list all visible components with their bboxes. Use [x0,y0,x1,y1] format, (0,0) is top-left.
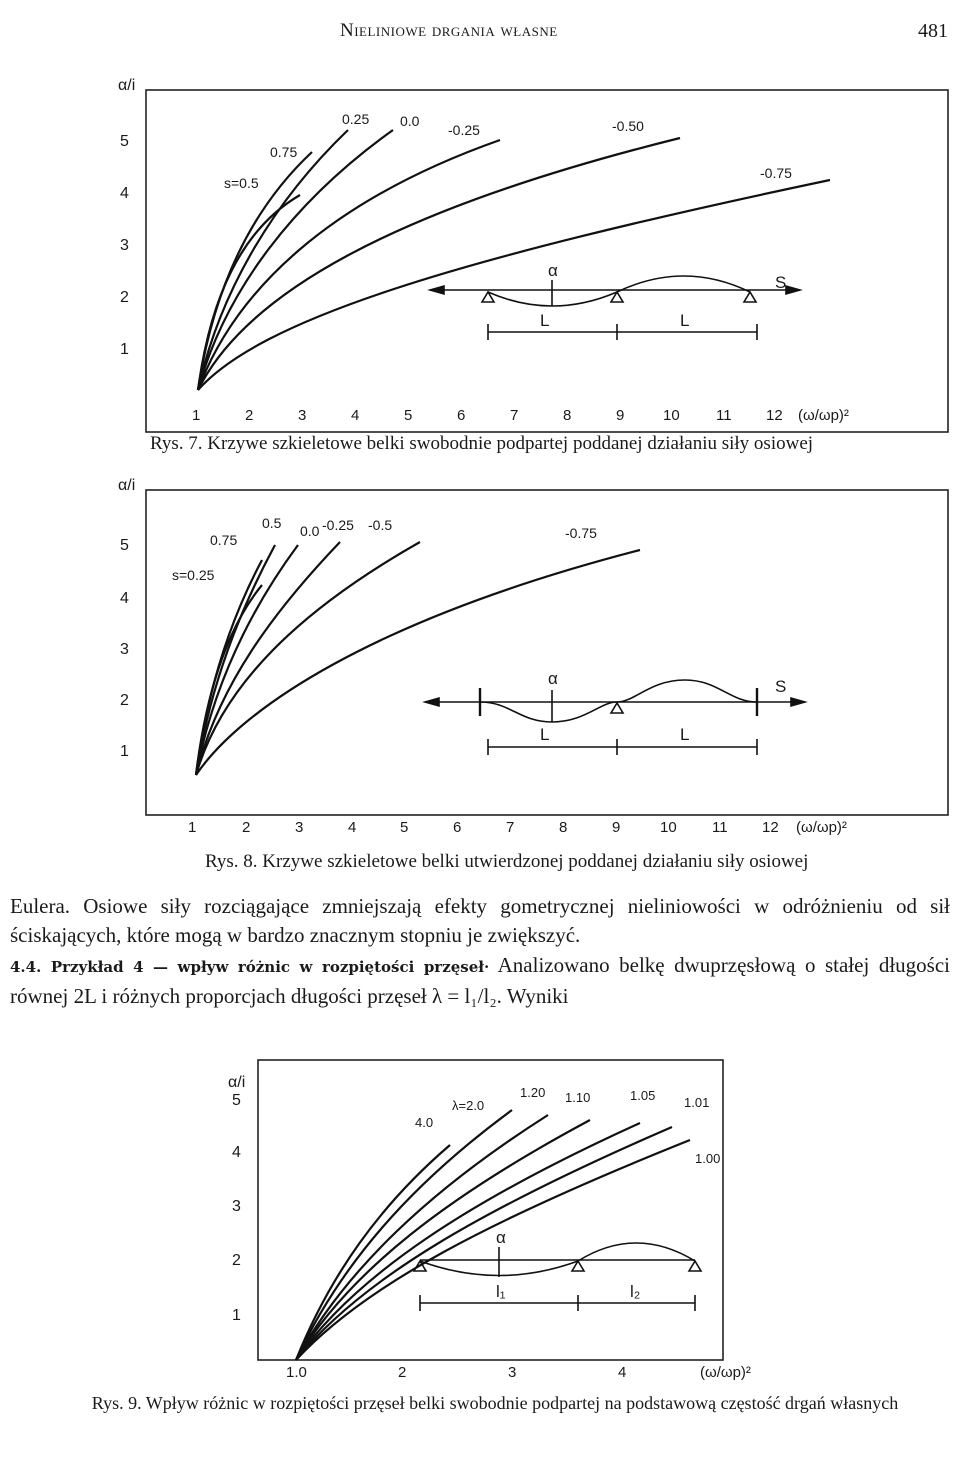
y-axis-label: α/i [228,1074,246,1091]
amplitude-label: α [496,1228,506,1247]
y-tick: 3 [232,1198,241,1215]
curve-label: -0.25 [448,122,480,138]
figure-8-caption: Rys. 8. Krzywe szkieletowe belki utwierdzonej poddanej działaniu siły osiowej [205,851,809,872]
curve-label: s=0.25 [172,567,215,583]
amplitude-label: α [548,261,558,280]
figure-9-beam-dimensions [420,1295,695,1311]
running-title: Nieliniowe drgania własne [340,20,558,41]
x-tick: 2 [245,407,254,424]
force-label: S [775,677,787,696]
figure-8-beam-inset [425,680,805,755]
curve-label: -0.75 [760,165,792,181]
y-tick: 2 [120,692,129,709]
curve-s-0.5 [198,195,300,390]
figure-7-beam-inset [430,276,800,340]
figure-7-y-axis [118,77,135,358]
figure-9-x-axis [286,1364,751,1381]
span-label: L [680,311,690,330]
figure-7-curve-labels [224,111,792,191]
x-tick: 3 [298,407,307,424]
span-label: L [680,725,690,744]
curve-s-minus-0.25 [196,542,340,775]
section-heading: 4.4. Przykład 4 — wpływ różnic w rozpiętości przęseł· [10,958,490,976]
curve-label: 0.0 [400,113,420,129]
span-label: l₁ [496,1282,506,1301]
y-tick: 1 [120,743,129,760]
x-tick: 3 [508,1364,517,1381]
paragraph-text: Eulera. Osiowe siły rozciągające zmniejszają efekty gometrycznej nieliniowości w odróżnieniu od sił ściskających, które mogą w bardzo znacznym stopniu je zwiększyć. [10,894,950,947]
curve-label: 0.5 [262,515,282,531]
x-tick: 5 [404,407,413,424]
y-axis-label: α/i [118,77,136,94]
figure-8-x-axis [188,819,847,836]
figure-9 [0,1015,960,1380]
figure-9-beam-inset [414,1243,701,1468]
span-label: l₂ [630,1282,641,1301]
body-paragraph [10,892,950,1011]
figure-7-beam-labels [540,261,786,330]
curve-label: 1.10 [565,1090,591,1105]
curve-label: -0.5 [368,517,393,533]
page-number: 481 [918,20,948,42]
y-tick: 5 [120,133,129,150]
figure-9-curve-labels [415,1085,720,1166]
x-tick: 11 [716,407,732,424]
x-tick: 8 [559,819,568,836]
curve-label: 1.01 [684,1095,710,1110]
page-header [0,18,960,48]
span-label: L [540,725,550,744]
x-tick: 12 [762,819,779,836]
y-tick: 2 [120,289,129,306]
figure-8-beam-labels [540,669,786,744]
y-tick: 4 [120,590,129,607]
figure-8-curves [196,542,640,775]
x-tick: 6 [453,819,462,836]
force-label: S [775,273,787,292]
x-tick: 2 [398,1364,407,1381]
x-tick: 7 [506,819,515,836]
x-tick: 9 [616,407,625,424]
x-axis-label: (ω/ωp)² [796,819,847,836]
x-tick: 12 [766,407,783,424]
figure-9-caption: Rys. 9. Wpływ różnic w rozpiętości przęseł belki swobodnie podpartej na podstawową częstość drgań własnych [91,1393,899,1413]
figure-7-caption: Rys. 7. Krzywe szkieletowe belki swobodnie podpartej poddanej działaniu siły osiowej [150,433,814,454]
x-tick: 4 [348,819,357,836]
x-tick: 2 [242,819,251,836]
x-tick: 4 [618,1364,627,1381]
curve-1.05 [296,1123,640,1360]
y-tick: 1 [120,341,129,358]
figure-7-curves [198,130,830,390]
figure-9-y-axis [228,1074,245,1324]
curve-label: 0.25 [342,111,370,127]
curve-s-0.25 [198,130,348,390]
figure-9-curves [296,1110,690,1360]
y-axis-label: α/i [118,477,136,494]
curve-label: -0.25 [322,517,354,533]
curve-label: 1.00 [695,1151,721,1166]
curve-label: 0.75 [270,144,298,160]
x-tick: 10 [663,407,680,424]
curve-label: λ=2.0 [452,1098,485,1113]
x-tick: 9 [612,819,621,836]
figure-8-curve-labels [172,515,597,583]
y-tick: 5 [120,537,129,554]
x-tick: 3 [295,819,304,836]
x-axis-label: (ω/ωp)² [700,1364,751,1381]
x-tick: 7 [510,407,519,424]
curve-1.01 [296,1127,672,1360]
x-tick: 6 [457,407,466,424]
curve-label: 0.75 [210,532,238,548]
curve-label: 1.20 [520,1085,546,1100]
x-tick: 1 [192,407,201,424]
x-tick: 5 [400,819,409,836]
figure-8-y-axis [118,477,135,760]
curve-label: -0.50 [612,118,644,134]
y-tick: 4 [232,1144,241,1161]
section-text: Analizowano belkę dwuprzęsłową o stałej długości równej 2L i różnych proporcjach długości przęseł λ = l₁/l₂. Wyniki [10,953,950,1008]
span-label: L [540,311,550,330]
y-tick: 1 [232,1307,241,1324]
x-axis-label: (ω/ωp)² [798,407,849,424]
y-tick: 5 [232,1092,241,1109]
x-tick: 1.0 [286,1364,307,1381]
figure-8-frame [146,490,948,815]
x-tick: 11 [712,819,728,836]
curve-label: 4.0 [415,1115,434,1130]
figure-7 [0,60,960,460]
curve-label: 0.0 [300,523,320,539]
amplitude-label: α [548,669,558,688]
figure-7-frame [146,90,948,432]
y-tick: 3 [120,237,129,254]
x-tick: 8 [563,407,572,424]
y-tick: 3 [120,641,129,658]
x-tick: 4 [351,407,360,424]
curve-label: -0.75 [565,525,597,541]
x-tick: 10 [660,819,677,836]
curve-label: 1.05 [630,1088,656,1103]
figure-8 [0,470,960,850]
y-tick: 2 [232,1252,241,1269]
x-tick: 1 [188,819,197,836]
curve-s-minus-0.50 [198,138,680,390]
figure-7-x-axis [192,407,849,424]
curve-lambda-2.0 [296,1110,512,1360]
curve-label: s=0.5 [224,175,259,191]
y-tick: 4 [120,185,129,202]
